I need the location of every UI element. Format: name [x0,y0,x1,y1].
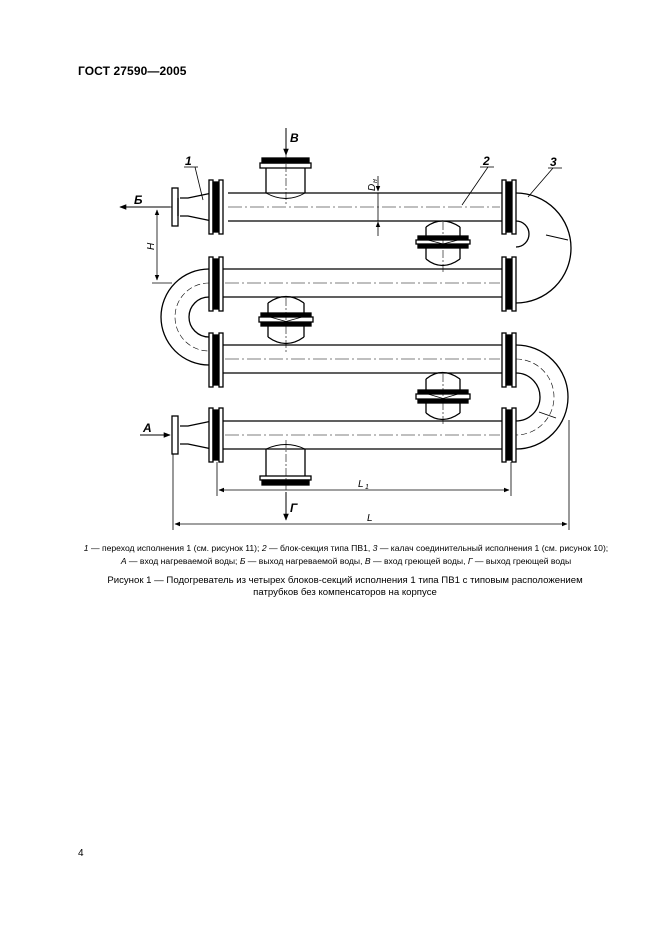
callout-1: 1 [185,154,192,168]
legend-line-1-part-2: 2 [261,543,267,553]
dim-l-label: L [367,513,373,524]
figure-caption-line-1: Рисунок 1 — Подогреватель из четырех блоков-секций исполнения 1 типа ПВ1 с типовым расположением [107,575,583,586]
callout-3: 3 [550,155,557,169]
figure-caption-line-2: патрубков без компенсаторов на корпусе [253,587,437,598]
legend-line-1-part-5: — калач соединительный исполнения 1 (см. рисунок 10); [377,543,609,553]
legend-line-2-part-6: Г [467,556,473,566]
legend-line-2 [70,555,622,568]
svg-text:L: L [358,479,364,490]
legend-line-2-part-5: — вход греющей воды, [370,556,468,566]
legend-line-2-part-0: А [120,556,127,566]
dim-h-label: H [146,242,157,250]
figure-legend [70,542,622,568]
legend-line-1-part-1: — переход исполнения 1 (см. рисунок 11); [88,543,262,553]
legend-line-2-part-4: В [364,556,371,566]
dim-dn-label [367,179,379,191]
legend-line-1-part-4: 3 [372,543,378,553]
legend-line-1 [70,542,622,555]
label-nozzle-a: А [143,421,152,435]
figure-caption [60,575,630,599]
standard-header: ГОСТ 27590—2005 [78,64,187,78]
legend-line-2-part-3: — выход нагреваемой воды, [245,556,365,566]
svg-text:D: D [367,183,378,191]
label-nozzle-v: В [290,131,299,145]
label-nozzle-g: Г [290,501,298,515]
legend-line-2-part-7: — выход греющей воды [472,556,572,566]
legend-line-2-part-1: — вход нагреваемой воды; [126,556,240,566]
legend-line-2-part-2: Б [239,556,246,566]
svg-text:н: н [372,179,379,183]
label-nozzle-b: Б [134,193,143,207]
legend-line-1-part-3: — блок-секция типа ПВ1, [266,543,373,553]
callout-2: 2 [483,154,490,168]
page-number: 4 [78,848,84,859]
legend-line-1-part-0: 1 [83,543,89,553]
svg-text:1: 1 [365,484,369,491]
dim-l1-label [358,479,369,491]
